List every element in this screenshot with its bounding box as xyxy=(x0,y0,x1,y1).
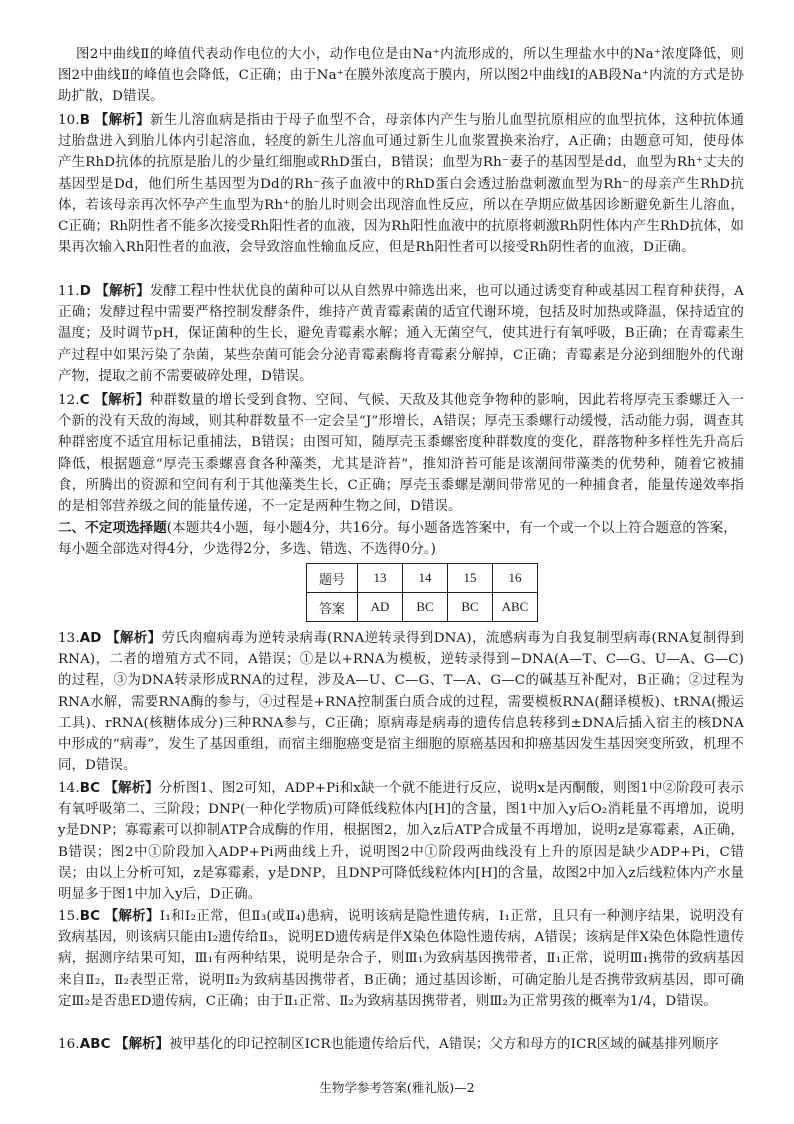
item-number: 13. xyxy=(58,631,80,646)
section-heading xyxy=(58,518,744,560)
item-explanation: 新生儿溶血病是指由于母子血型不合，母亲体内产生与胎儿血型抗原相应的血型抗体，这种抗体通过胎盘进入到胎儿体内引起溶血，轻度的新生儿溶血可通过新生儿血浆置换来治疗，A正确；由题意可知，使母体产生RhD抗体的抗原是胎儿的少量红细胞或RhD蛋白，B错误；血型为Rh⁻妻子的基因型是dd，血型为Rh⁺丈夫的基因型是Dd，他们所生基因型为Dd的Rh⁻孩子血液中的RhD蛋白会透过胎盘刺激血型为Rh⁻的母亲产生RhD抗体，若该母亲再次怀孕产生血型为Rh⁺的胎儿时则会出现溶血性反应，所以在孕期应做基因诊断避免新生儿溶血，C正确；Rh阴性者不能多次接受Rh阳性者的血液，因为Rh阳性血液中的抗原将刺激Rh阴性体内产生RhD抗体，如果再次输入Rh阳性者的血液，会导致溶血性输血反应，但是Rh阳性者可以接受Rh阴性者的血液，D正确。 xyxy=(58,113,744,256)
item-number: 14. xyxy=(58,781,80,796)
table-row xyxy=(307,593,538,622)
table-cell: 13 xyxy=(358,564,403,593)
table-cell: BC xyxy=(403,593,448,622)
table-cell: 15 xyxy=(448,564,493,593)
item-explanation: Ⅰ₁和Ⅰ₂正常，但Ⅱ₃(或Ⅱ₄)患病，说明该病是隐性遗传病，Ⅰ₁正常，且只有一种测序结果，说明没有致病基因，则该病只能由Ⅰ₂遗传给Ⅱ₃，说明ED遗传病是伴X染色体隐性遗传病，A错误；该病是伴X染色体隐性遗传病，据测序结果可知，Ⅲ₁有两种结果，说明是杂合子，则Ⅲ₁为致病基因携带者，Ⅱ₁正常，说明Ⅲ₁携带的致病基因来自Ⅱ₂，Ⅱ₂表型正常，说明Ⅱ₂为致病基因携带者，B正确；通过基因诊断，可确定胎儿是否携带致病基因，即可确定Ⅲ₂是否患ED遗传病，C正确；由于Ⅱ₁正常、Ⅱ₂为致病基因携带者，则Ⅲ₂为正常男孩的概率为1/4，D错误。 xyxy=(58,909,744,1009)
table-cell: 14 xyxy=(403,564,448,593)
analysis-tag: 【解析】 xyxy=(94,113,151,128)
section-description: (本题共4小题，每小题4分，共16分。每小题备选答案中，有一个或一个以上符合题意的答案，每小题全部选对得4分，少选得2分，多选、错选、不选得0分。) xyxy=(58,520,737,558)
item-explanation: 种群数量的增长受到食物、空间、气候、天敌及其他竞争物种的影响，因此若将厚壳玉黍螺迁入一个新的没有天敌的海域，则其种群数量不一定会呈“J”形增长，A错误；厚壳玉黍螺行动缓慢，活动能力弱，调查其种群密度不适宜用标记重捕法，B错误；由图可知，随厚壳玉黍螺密度种群数度的变化，群落物种多样性先升高后降低，根据题意“厚壳玉黍螺喜食各种藻类，尤其是浒苔”，推知浒苔可能是该潮间带藻类的优势种，随着它被捕食，所腾出的资源和空间有利于其他藻类生长，C正确；厚壳玉黍螺是潮间带常见的一种捕食者，能量传递效率指的是相邻营养级之间的能量传递，不一定是两种生物之间，D错误。 xyxy=(58,393,744,515)
item-explanation: 发酵工程中性状优良的菌种可以从自然界中筛选出来，也可以通过诱变育种或基因工程育种获得，A正确；发酵过程中需要严格控制发酵条件，维持产黄青霉素菌的适宜代谢环境，包括及时加热或降温，保持适宜的温度；及时调节pH，保证菌种的生长，避免青霉素水解；通入无菌空气，使其进行有氧呼吸，B正确；在青霉素生产过程中如果污染了杂菌，某些杂菌可能会分泌青霉素酶将青霉素分解掉，C正确；青霉素是分泌到细胞外的代谢产物，提取之前不需要破碎处理，D错误。 xyxy=(58,284,744,384)
item-number: 11. xyxy=(58,284,80,299)
answer-item-15 xyxy=(58,906,744,1012)
table-cell: BC xyxy=(448,593,493,622)
item-answer: BC xyxy=(79,909,101,924)
analysis-tag: 【解析】 xyxy=(115,1037,170,1052)
section-title: 二、不定项选择题 xyxy=(58,520,167,536)
analysis-tag: 【解析】 xyxy=(104,781,159,796)
table-cell: AD xyxy=(358,593,403,622)
item-explanation: 分析图1、图2可知，ADP+Pi和x缺一个就不能进行反应，说明x是丙酮酸，则图1中②阶段可表示有氧呼吸第二、三阶段；DNP(一种化学物质)可降低线粒体内[H]的含量，图1中加入y后O₂消耗量不再增加，说明y是DNP；寡霉素可以抑制ATP合成酶的作用，根据图2，加入z后ATP合成量不再增加，说明z是寡霉素，A正确，B错误；图2中①阶段加入ADP+Pi两曲线上升，说明图2中①阶段两曲线没有上升的原因是缺少ADP+Pi，C错误；由以上分析可知，z是寡霉素，y是DNP，且DNP可降低线粒体内[H]的含量，故图2中加入z后线粒体内产水量明显多于图1中加入y后，D正确。 xyxy=(58,781,744,903)
item-answer: AD xyxy=(79,631,102,646)
table-cell: ABC xyxy=(493,593,538,622)
table-cell: 题号 xyxy=(307,564,358,593)
analysis-tag: 【解析】 xyxy=(104,909,160,924)
item-answer: ABC xyxy=(79,1037,111,1052)
continuation-paragraph: 图2中曲线Ⅱ的峰值代表动作电位的大小，动作电位是由Na⁺内流形成的，所以生理盐水中的Na⁺浓度降低，则图2中曲线Ⅱ的峰值也会降低，C正确；由于Na⁺在膜外浓度高于膜内，所以图2中曲线Ⅰ的AB段Na⁺内流的方式是协助扩散，D错误。 xyxy=(58,47,744,105)
item-explanation: 被甲基化的印记控制区ICR也能遗传给后代，A错误；父方和母方的ICR区域的碱基排列顺序 xyxy=(169,1037,719,1052)
answer-item-13 xyxy=(58,628,744,776)
analysis-tag: 【解析】 xyxy=(95,284,150,299)
answer-item-10 xyxy=(58,110,744,258)
answer-item-12 xyxy=(58,390,744,517)
item-number: 12. xyxy=(58,393,80,408)
item-answer: C xyxy=(79,393,90,408)
table-row xyxy=(307,564,538,593)
item-answer: BC xyxy=(79,781,101,796)
item-number: 16. xyxy=(58,1037,80,1052)
item-explanation: 劳氏肉瘤病毒为逆转录病毒(RNA逆转录得到DNA)，流感病毒为自我复制型病毒(RNA复制得到RNA)，二者的增殖方式不同，A错误；①是以+RNA为模板，逆转录得到−DNA(A—T、C—G、U—A、G—C)的过程，③为DNA转录形成RNA的过程，涉及A—U、C—G、T—A、G—C的碱基互补配对，B正确；②过程为RNA水解，需要RNA酶的参与，④过程是+RNA控制蛋白质合成的过程，需要模板RNA(翻译模板)、tRNA(搬运工具)、rRNA(核糖体成分)三种RNA参与，C正确；原病毒是病毒的遗传信息转移到±DNA后插入宿主的核DNA中形成的“病毒”，发生了基因重组，而宿主细胞癌变是宿主细胞的原癌基因和抑癌基因发生基因突变所致，机理不同，D错误。 xyxy=(58,631,744,774)
analysis-tag: 【解析】 xyxy=(94,393,150,408)
answer-item-11 xyxy=(58,281,744,387)
item-number: 10. xyxy=(58,113,80,128)
analysis-tag: 【解析】 xyxy=(106,631,162,646)
table-cell: 16 xyxy=(493,564,538,593)
item-number: 15. xyxy=(58,909,80,924)
page-footer: 生物学参考答案(雅礼版)—2 xyxy=(319,1080,475,1095)
item-answer: D xyxy=(79,284,92,299)
table-cell: 答案 xyxy=(307,593,358,622)
answer-item-16 xyxy=(58,1034,744,1055)
answer-table xyxy=(306,563,538,622)
answer-item-14 xyxy=(58,778,744,905)
item-answer: B xyxy=(79,113,91,128)
